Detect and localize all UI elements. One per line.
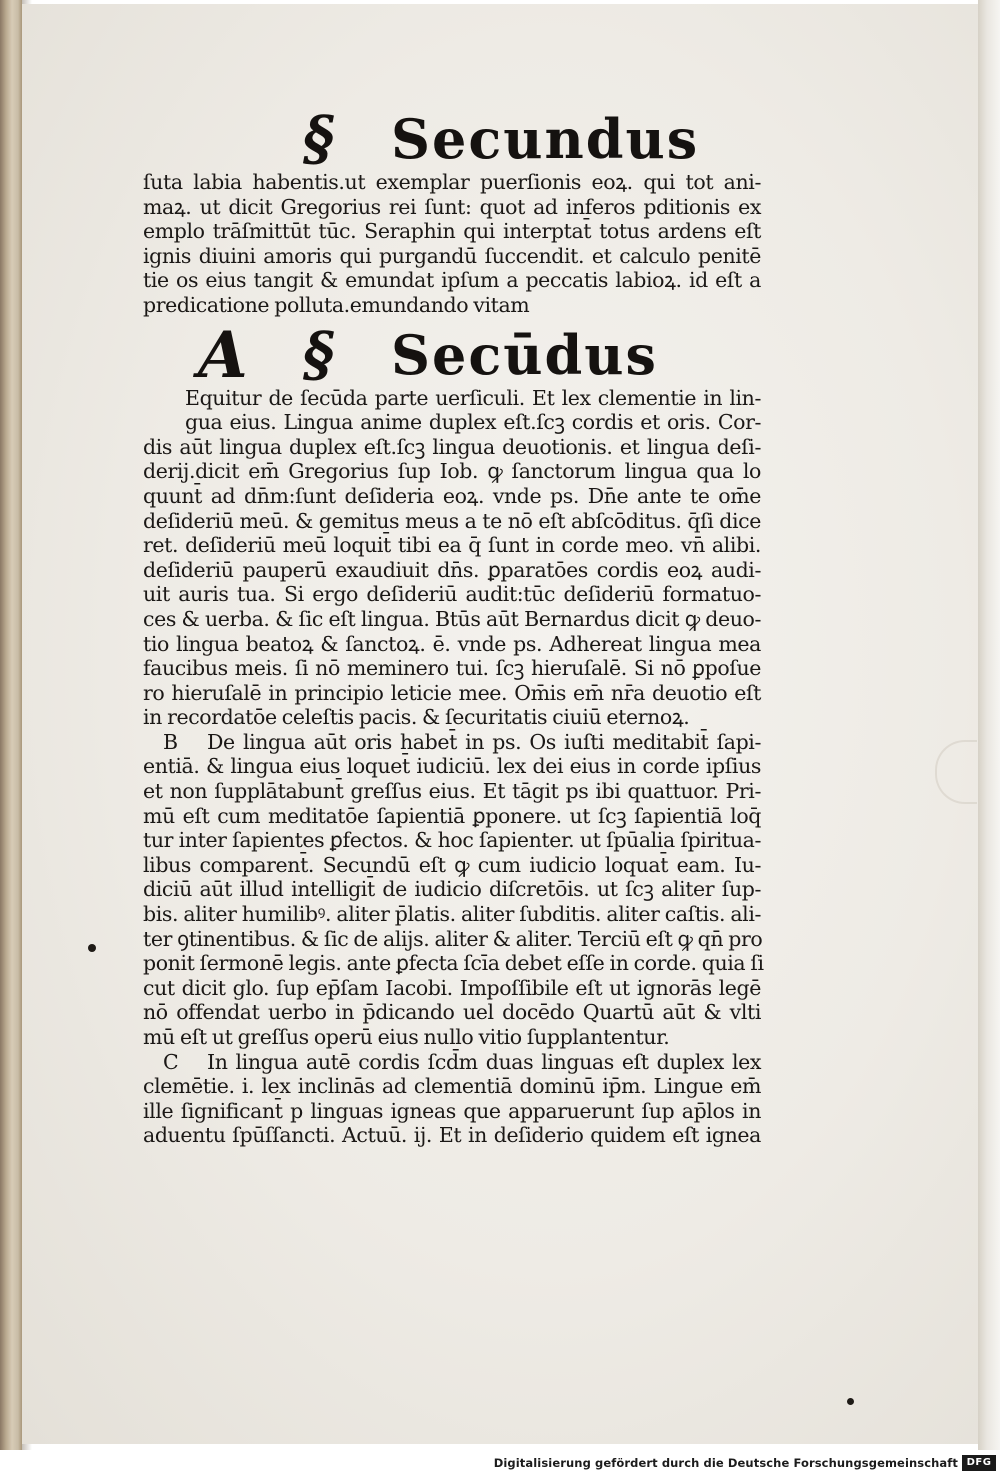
text-line: libus comparent̄. Secundū eſt ꝙ cum iudicio loquat̄ eam. Iu- [143, 852, 761, 877]
text-line: clemētie. i. lex inclinās ad clementiā dominū ip̄m. Lingue em̄ [143, 1074, 761, 1099]
text-line: ille ſignificant̄ p linguas igneas que apparuerunt ſup ap̄los in [143, 1098, 761, 1123]
paragraph-marker-c: C [163, 1049, 179, 1074]
text-line: De lingua aūt oris habet̄ in ps. Os iuſti meditabit̄ ſapi- [207, 729, 761, 754]
text-line: bis. aliter humilibꝰ. aliter p̄latis. aliter ſubditis. aliter caſtis. ali- [143, 902, 761, 927]
text-line: tie os eius tangit & emundat ipſum a peccatis labioꝝ. id eſt a [143, 268, 761, 293]
text-line: diciū aūt illud intelligit̄ de iudicio diſcretōis. ut ſcꝫ aliter ſup- [143, 877, 761, 902]
text-line-marked [143, 1050, 761, 1075]
text-line: tur inter ſapientes ꝑfectos. & hoc ſapienter. ut ſpūalia ſpiritua- [143, 828, 761, 853]
text-line: gua eius. Lingua anime duplex eſt.ſcꝫ cordis et oris. Cor- [185, 410, 761, 435]
section-mark: § [303, 319, 337, 390]
text-line: ter ꝯtinentibus. & ſic de alijs. aliter & aliter. Terciū eſt ꝙ qn̄ pro [143, 926, 763, 951]
text-line: In lingua autē cordis ſcd̄m duas linguas eſt duplex lex [207, 1049, 761, 1074]
funding-credit: Digitalisierung gefördert durch die Deutsche Forschungsgemeinschaft [493, 1456, 958, 1470]
ink-spot [88, 944, 96, 952]
text-line: mū eſt cum meditatōe ſapientiā ꝑponere. ut ſcꝫ ſapientiā loq̄ [143, 803, 761, 828]
heading-word: Secūdus [391, 322, 658, 387]
text-line: tio lingua beatoꝝ & ſanctoꝝ. ē. vnde ps. Adhereat lingua mea [143, 631, 761, 656]
text-line: ignis diuini amoris qui purgandū ſuccendit. et calculo penitē [143, 243, 761, 268]
paragraph-4 [143, 1050, 763, 1148]
text-block [143, 104, 764, 1148]
heading-word: Secundus [391, 107, 700, 171]
text-line: ret. deſideriū meū loquit̄ tibi ea q̄ ſunt in corde meo. vn̄ alibi. [143, 533, 761, 558]
text-line: emplo trāſmittūt tūc. Seraphin qui interptat̄ totus ardens eſt [143, 219, 761, 244]
text-line: nō offendat uerbo in p̄dicando uel docēdo Quartū aūt & vlti [143, 1000, 761, 1025]
text-line: deſideriū pauperū exaudiuit dn̄s. ꝑparatōes cordis eoꝝ audi- [143, 557, 761, 582]
footer-bar [0, 1452, 1000, 1476]
text-line: entiā. & lingua eius loquet̄ iudiciū. lex dei eius in corde ipſius [143, 754, 761, 779]
text-line: et non ſupplātabunt̄ greſſus eius. Et tāgit ps ibi quattuor. Pri- [143, 779, 761, 804]
heading-secundus [143, 104, 763, 174]
text-line: ro hieruſalē in principio leticie mee. Om̄is em̄ nr̄a deuotio eſt [143, 680, 761, 705]
text-line: aduentu ſpūſſancti. Actuū. ij. Et in deſiderio quidem eſt ignea [143, 1123, 761, 1148]
text-line: quunt̄ ad dn̄m:ſunt deſideria eoꝝ. vnde ps. Dn̄e ante te om̄e [143, 483, 761, 508]
text-line: maꝝ. ut dicit Gregorius rei ſunt: quot ad inferos pditionis ex [143, 194, 761, 219]
dfg-logo: DFG [962, 1455, 996, 1471]
text-line: uit auris tua. Si ergo deſideriū audit:tūc deſideriū formatuo- [143, 582, 761, 607]
paragraph-3 [143, 730, 763, 1050]
text-line: mū eſt ut greſſus operū eius nullo vitio ſupplantentur. [143, 1025, 670, 1049]
heading-secudus [143, 317, 763, 393]
initial-letter: A [198, 317, 250, 393]
text-line: ſuta labia habentis.ut exemplar puerſionis eoꝝ. qui tot ani- [143, 170, 761, 194]
text-line: dis aūt lingua duplex eſt.ſcꝫ lingua deuotionis. et lingua deſi- [143, 434, 761, 459]
text-line: derij.dicit em̄ Gregorius ſup Iob. ꝙ ſanctorum lingua qua lo [143, 459, 761, 484]
text-line: ces & uerba. & ſic eſt lingua. Btūs aūt Bernardus dicit ꝙ deuo- [143, 606, 761, 631]
text-line: faucibus meis. ſi nō meminero tui. ſcꝫ hieruſalē. Si nō ꝑpoſue [143, 656, 761, 681]
text-line: deſideriū meū. & gemitus meus a te nō eſt abſcōditus. q̄ſi dice [143, 508, 761, 533]
text-line: cut dicit glo. ſup ep̄ſam Iacobi. Impoſſibile eſt ut ignorās legē [143, 975, 761, 1000]
paragraph-1 [143, 170, 763, 318]
text-line: Equitur de ſecūda parte uerſiculi. Et lex clementie in lin- [185, 385, 761, 410]
book-binding-edge [0, 0, 22, 1450]
ink-spot [847, 1398, 854, 1405]
text-line-marked [143, 730, 761, 755]
section-mark: § [303, 104, 337, 174]
text-line: predicatione polluta.emundando vitam [143, 292, 530, 317]
paper-right-edge [978, 0, 1000, 1450]
text-line: ponit ſermonē legis. ante ꝑfecta ſcīa debet eſſe in corde. quia ſi [143, 951, 764, 976]
paragraph-2 [143, 386, 763, 730]
paragraph-marker-b: B [163, 729, 178, 754]
text-line: in recordatōe celeſtis pacis. & ſecuritatis ciuiū eternoꝝ. [143, 705, 690, 730]
